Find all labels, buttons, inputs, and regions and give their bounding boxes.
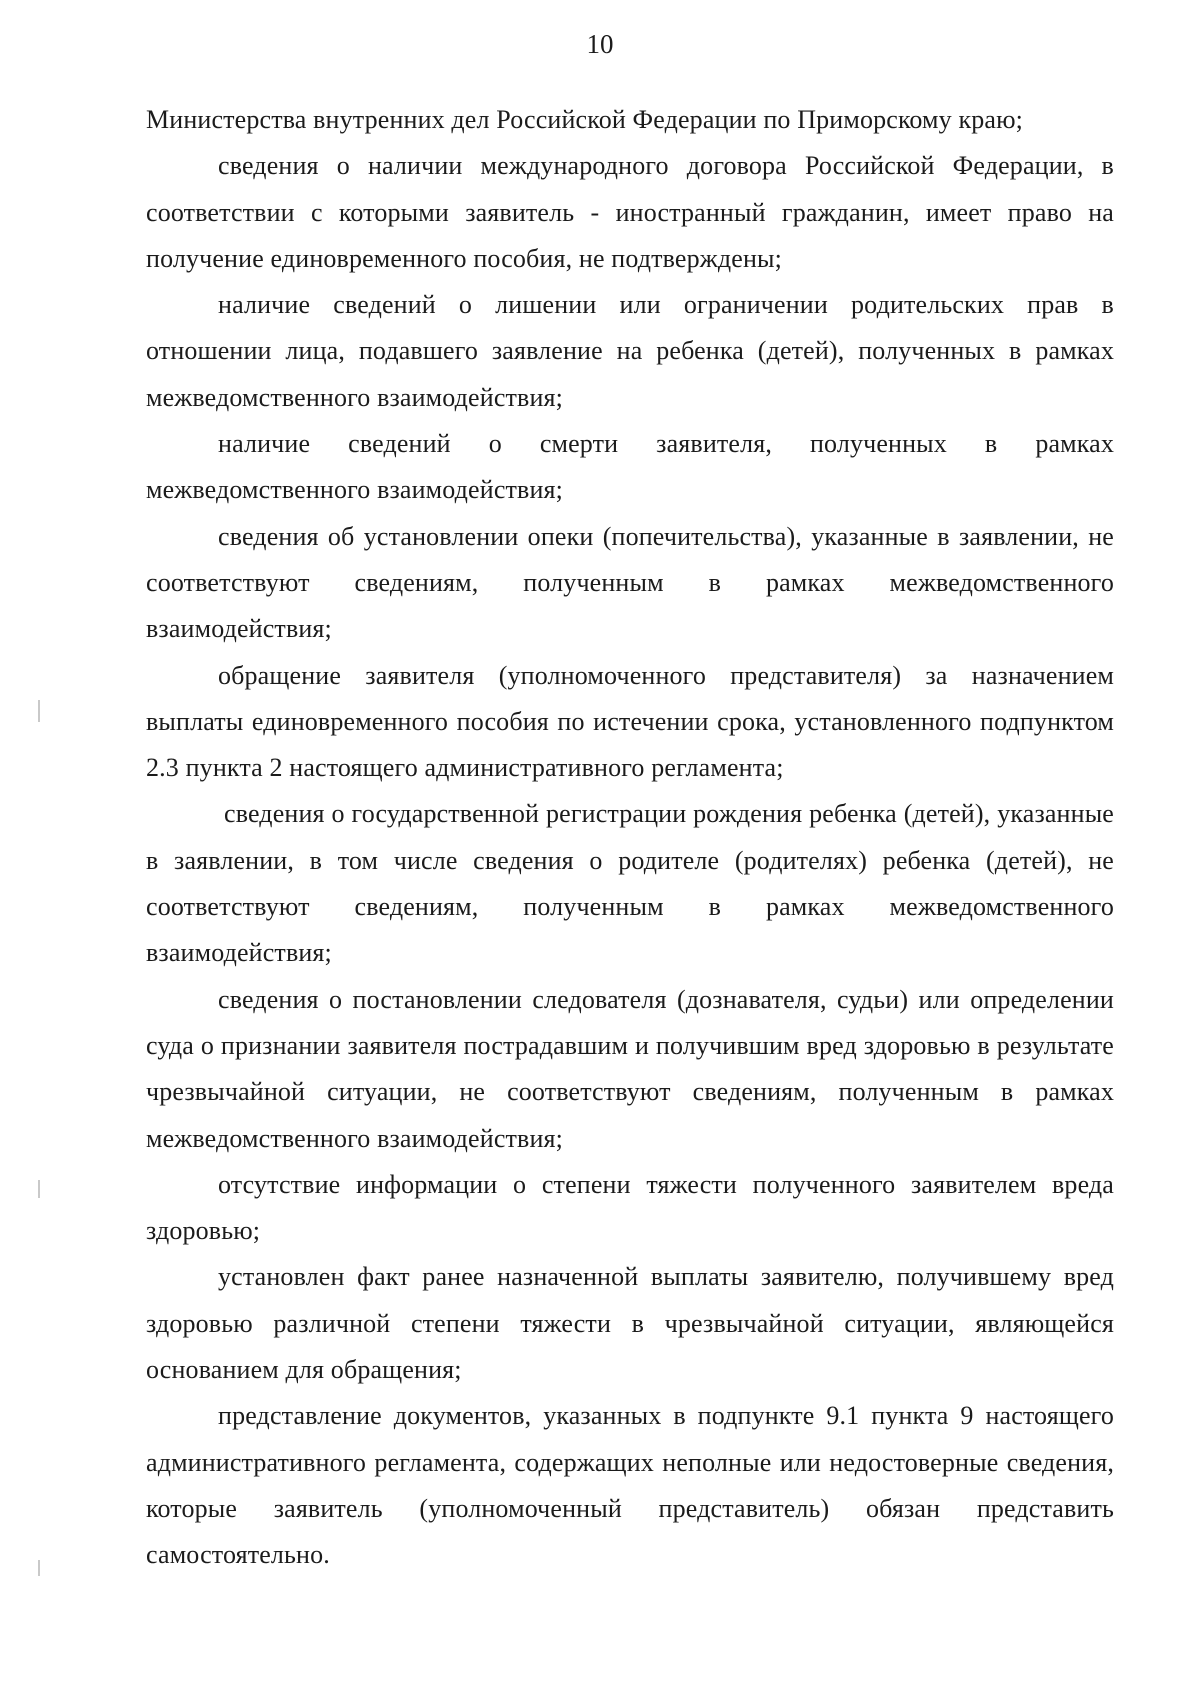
paragraph-11: представление документов, указанных в подпункте 9.1 пункта 9 настоящего административного регламента, содержащих неполные или недостоверные сведения, которые заявитель (уполномоченный представитель) обязан представить самостоятельно. — [146, 1401, 1114, 1570]
paragraph-7: сведения о государственной регистрации рождения ребенка (детей), указанные в заявлении, в том числе сведения о родителе (родителях) ребенка (детей), не соответствуют сведениям, полученным в рамках межведомственного взаимодействия; — [146, 799, 1114, 968]
paragraph-9: отсутствие информации о степени тяжести полученного заявителем вреда здоровью; — [146, 1169, 1114, 1246]
page-number: 10 — [586, 29, 614, 59]
paragraph-10: установлен факт ранее назначенной выплаты заявителю, получившему вред здоровью различной степени тяжести в чрезвычайной ситуации, являющейся основанием для обращения; — [146, 1262, 1114, 1385]
paragraph-1: Министерства внутренних дел Российской Федерации по Приморскому краю; — [146, 105, 1024, 134]
scan-artifact-mark — [38, 1180, 40, 1198]
paragraph-8: сведения о постановлении следователя (дознавателя, судьи) или определении суда о признании заявителя пострадавшим и получившим вред здоровью в результате чрезвычайной ситуации, не соответствуют сведениям, полученным в рамках межведомственного взаимодействия; — [146, 984, 1114, 1153]
scan-artifact-mark — [38, 700, 40, 722]
paragraph-6: обращение заявителя (уполномоченного представителя) за назначением выплаты единовременного пособия по истечении срока, установленного подпунктом 2.3 пункта 2 настоящего административного регламента; — [146, 660, 1114, 783]
scan-artifact-mark — [38, 1560, 40, 1576]
document-body — [146, 97, 1114, 1579]
paragraph-5: сведения об установлении опеки (попечительства), указанные в заявлении, не соответствуют сведениям, полученным в рамках межведомственного взаимодействия; — [146, 521, 1114, 644]
paragraph-2: сведения о наличии международного договора Российской Федерации, в соответствии с которыми заявитель - иностранный гражданин, имеет право на получение единовременного пособия, не подтверждены; — [146, 151, 1114, 273]
paragraph-4: наличие сведений о смерти заявителя, полученных в рамках межведомственного взаимодействия; — [146, 429, 1114, 505]
paragraph-3: наличие сведений о лишении или ограничении родительских прав в отношении лица, подавшего заявление на ребенка (детей), полученных в рамках межведомственного взаимодействия; — [146, 290, 1114, 412]
